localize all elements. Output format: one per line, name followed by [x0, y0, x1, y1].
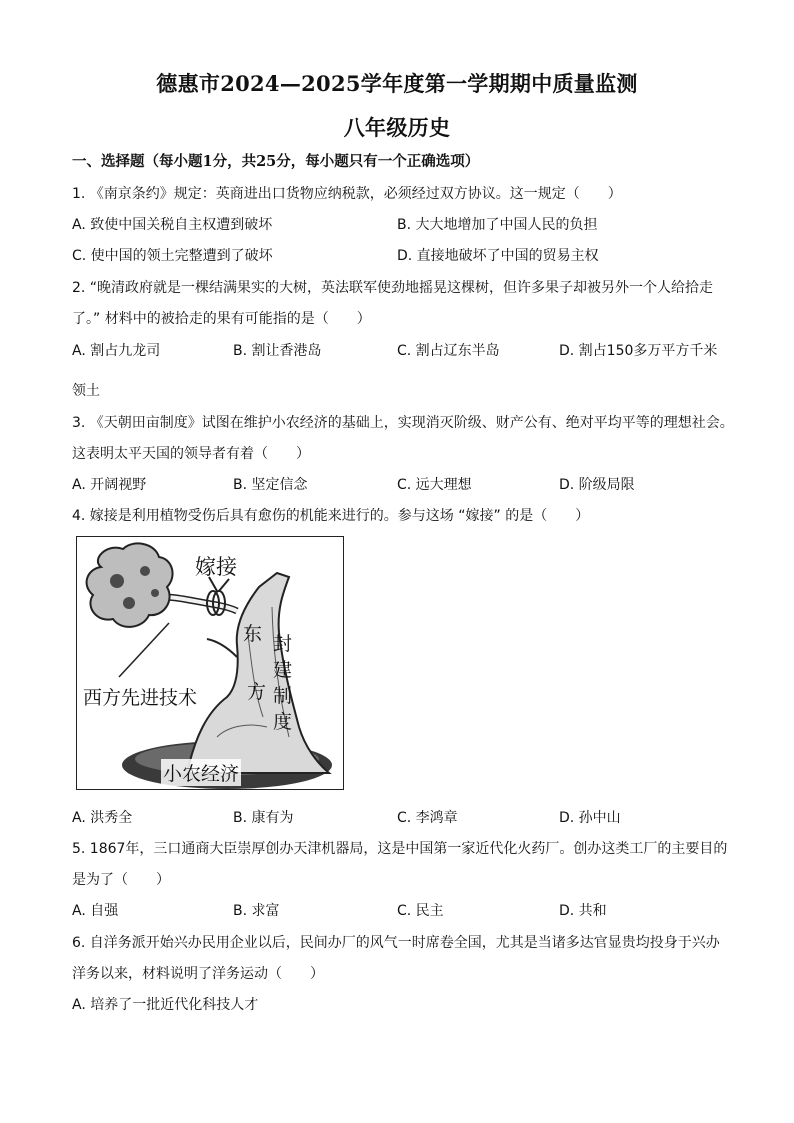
question-4-option-a: A. 洪秀全: [72, 810, 133, 826]
question-2-option-b: B. 割让香港岛: [233, 343, 322, 359]
exam-subtitle: 八年级历史: [343, 115, 451, 140]
question-2-option-d-continuation: 领土: [72, 383, 100, 399]
western-technology-label: 西方先进技术: [83, 687, 198, 709]
question-3-stem-line2: 这表明太平天国的领导者有着（ ）: [72, 446, 310, 462]
question-3-stem-line1: 3. 《天朝田亩制度》试图在维护小农经济的基础上，实现消灭阶级、财产公有、绝对平均平等的理想社会。: [72, 415, 734, 431]
question-1-option-a: A. 致使中国关税自主权遭到破坏: [72, 217, 273, 233]
feudal-label-4: 度: [273, 711, 293, 733]
feudal-label-3: 制: [273, 685, 293, 707]
question-2-option-a: A. 割占九龙司: [72, 343, 161, 359]
question-2-stem-line1: 2. “晚清政府就是一棵结满果实的大树，英法联军使劲地摇晃这棵树，但许多果子却被另外一个人给拾走: [72, 280, 714, 296]
question-2-option-d: D. 割占150多万平方千米: [559, 343, 718, 359]
feudal-label-1: 封: [273, 633, 293, 655]
question-1-option-c: C. 使中国的领土完整遭到了破坏: [72, 248, 273, 264]
question-4-option-d: D. 孙中山: [559, 810, 621, 826]
small-peasant-economy-label: 小农经济: [161, 759, 241, 786]
east-label-1: 东: [243, 623, 263, 645]
question-1-option-d: D. 直接地破坏了中国的贸易主权: [397, 248, 599, 264]
question-5-option-a: A. 自强: [72, 903, 119, 919]
question-3-option-a: A. 开阔视野: [72, 477, 147, 493]
question-5-stem-line1: 5. 1867年，三口通商大臣崇厚创办天津机器局，这是中国第一家近代化火药厂。创办这类工厂的主要目的: [72, 841, 728, 857]
feudal-label-2: 建: [273, 659, 293, 681]
question-4-stem: 4. 嫁接是利用植物受伤后具有愈伤的机能来进行的。参与这场 “嫁接” 的是（ ）: [72, 508, 590, 524]
question-5-option-c: C. 民主: [397, 903, 444, 919]
question-5-stem-line2: 是为了（ ）: [72, 872, 170, 888]
question-2-stem-line2: 了。” 材料中的被拾走的果有可能指的是（ ）: [72, 311, 371, 327]
question-4-option-c: C. 李鸿章: [397, 810, 458, 826]
east-label-2: 方: [247, 681, 267, 703]
exam-title: 德惠市2024—2025学年度第一学期期中质量监测: [156, 71, 638, 96]
question-4-option-b: B. 康有为: [233, 810, 294, 826]
grafting-cartoon: [76, 536, 344, 790]
question-2-option-c: C. 割占辽东半岛: [397, 343, 500, 359]
question-3-option-b: B. 坚定信念: [233, 477, 308, 493]
question-5-option-b: B. 求富: [233, 903, 280, 919]
question-3-option-d: D. 阶级局限: [559, 477, 635, 493]
question-5-option-d: D. 共和: [559, 903, 607, 919]
question-1-stem: 1. 《南京条约》规定：英商进出口货物应纳税款，必须经过双方协议。这一规定（ ）: [72, 186, 622, 202]
question-6-stem-line2: 洋务以来，材料说明了洋务运动（ ）: [72, 966, 324, 982]
question-6-stem-line1: 6. 自洋务派开始兴办民用企业以后，民间办厂的风气一时席卷全国，尤其是当诸多达官显贵均投身于兴办: [72, 935, 720, 951]
graft-label: 嫁接: [195, 555, 237, 579]
question-3-option-c: C. 远大理想: [397, 477, 472, 493]
question-6-option-a: A. 培养了一批近代化科技人才: [72, 997, 259, 1013]
question-1-option-b: B. 大大地增加了中国人民的负担: [397, 217, 598, 233]
section-heading: 一、选择题（每小题1分，共25分，每小题只有一个正确选项）: [72, 153, 480, 170]
